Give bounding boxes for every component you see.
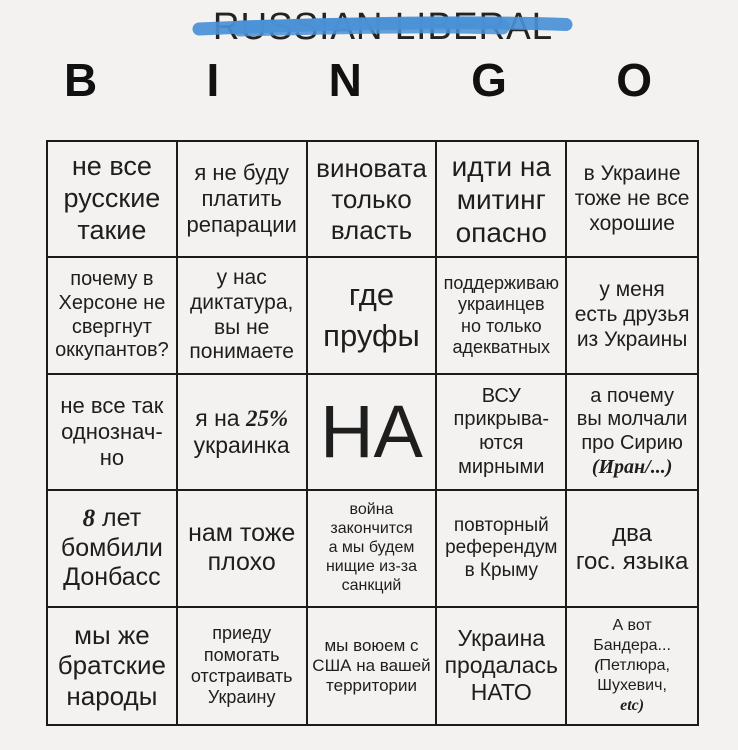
bingo-cell: Украина продалась НАТО (437, 608, 567, 724)
bingo-cell: не все так однознач- но (48, 375, 178, 491)
bingo-letter: G (471, 54, 507, 106)
bingo-cell: почему в Херсоне не свергнут оккупантов? (48, 258, 178, 374)
italic-segment: ( (594, 656, 600, 674)
title-wrap (0, 0, 738, 56)
italic-segment: 8 (82, 505, 96, 533)
bingo-grid (46, 140, 699, 726)
bingo-cell: мы воюем с США на вашей территории (308, 608, 438, 724)
bingo-cell: а почему вы молчали про Сирию (Иран/...) (567, 375, 697, 491)
bingo-letter: B (64, 54, 98, 106)
bingo-cell: у нас диктатура, вы не понимаете (178, 258, 308, 374)
bingo-cell: война закончится а мы будем нищие из-за санкций (308, 491, 438, 607)
bingo-cell: повторный референдум в Крыму (437, 491, 567, 607)
bingo-cell: мы же братские народы (48, 608, 178, 724)
italic-segment: etc) (620, 696, 645, 714)
italic-segment: 25% (245, 405, 289, 431)
bingo-cell: ВСУ прикрыва- ются мирными (437, 375, 567, 491)
bingo-letters (64, 52, 652, 108)
bingo-cell: где пруфы (308, 258, 438, 374)
bingo-letter: O (616, 54, 652, 106)
bingo-cell: А вот Бандера... (Петлюра, Шухевич, etc) (593, 616, 671, 714)
bingo-cell: приеду помогать отстраивать Украину (178, 608, 308, 724)
bingo-cell: я не буду платить репарации (178, 142, 308, 258)
bingo-cell: виновата только власть (308, 142, 438, 258)
bingo-cell: у меня есть друзья из Украины (567, 258, 697, 374)
bingo-cell: в Украине тоже не все хорошие (567, 142, 697, 258)
bingo-cell: 8 лет бомбили Донбасс (48, 491, 178, 607)
bingo-cell: два гос. языка (567, 491, 697, 607)
bingo-cell: нам тоже плохо (178, 491, 308, 607)
page-title: RUSSIAN LIBERAL (212, 6, 554, 48)
bingo-cell: НА (308, 375, 438, 491)
italic-segment: (Иран/...) (591, 455, 673, 478)
bingo-cell: идти на митинг опасно (437, 142, 567, 258)
bingo-cell: я на 25% украинка (178, 375, 308, 491)
bingo-cell: поддерживаю украинцев но только адекватных (437, 258, 567, 374)
bingo-letter: N (328, 54, 362, 106)
bingo-letter: I (206, 54, 220, 106)
bingo-cell: не все русские такие (48, 142, 178, 258)
